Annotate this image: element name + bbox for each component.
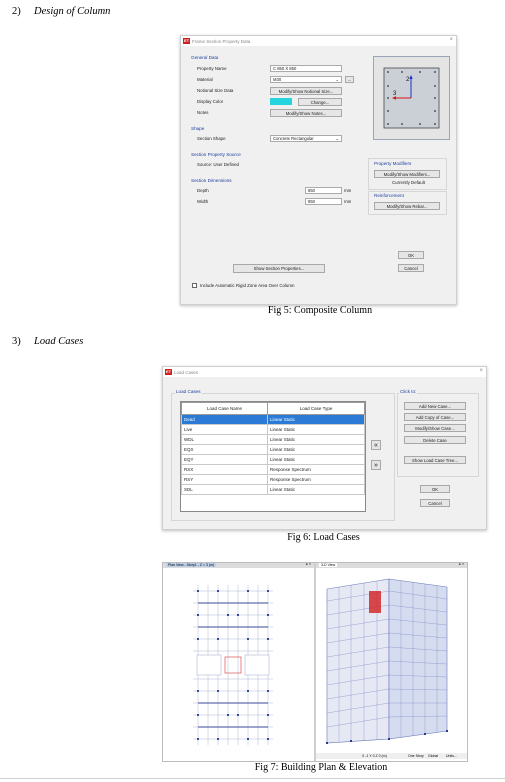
axis-3-label: 3 [393, 91, 397, 97]
dialog-titlebar [163, 367, 486, 377]
reinforcement-title: Reinforcement [374, 193, 404, 198]
material-label: Material [197, 77, 213, 82]
load-cases-group-title: Load Cases [176, 389, 201, 394]
add-copy-case-button[interactable]: Add Copy of Case... [404, 413, 466, 421]
notes-label: Notes [197, 110, 209, 115]
table-row[interactable] [182, 465, 365, 475]
dialog-titlebar [181, 36, 456, 46]
story-status[interactable]: One Story [408, 754, 424, 758]
etabs-logo-icon: ET [165, 369, 172, 374]
depth-label: Depth [197, 188, 209, 193]
3d-view-tabbar [316, 563, 467, 568]
load-case-name: EQY [182, 455, 268, 465]
depth-unit: mm [344, 188, 352, 193]
load-case-name: Dead [182, 415, 268, 425]
fig6-caption: Fig 6: Load Cases [287, 532, 360, 543]
section-property-source-title: Section Property Source [191, 152, 241, 157]
chevron-down-icon: ⌄ [335, 77, 339, 82]
notional-size-label: Notional Size Data [197, 88, 234, 93]
load-cases-dialog [162, 366, 487, 530]
depth-input[interactable]: 850 [305, 187, 342, 194]
column-section-diagram [374, 57, 449, 139]
coordinate-readout: X -1 Y 0 Z 0 (m) [362, 754, 387, 758]
ok-button[interactable]: OK [398, 251, 424, 259]
table-row[interactable] [182, 475, 365, 485]
display-color-swatch[interactable] [270, 98, 292, 105]
section-number: 3) [12, 336, 21, 347]
shape-title: Shape [191, 126, 205, 131]
coordinate-system-status[interactable]: Global [428, 754, 439, 758]
section-preview-panel [373, 56, 450, 140]
load-case-type: Linear Static [268, 415, 365, 425]
material-select[interactable] [270, 76, 342, 83]
ok-button[interactable]: OK [420, 485, 450, 493]
building-views-screenshot [162, 562, 468, 762]
load-case-type: Response Spectrum [268, 465, 365, 475]
chevron-down-icon: ⌄ [335, 136, 339, 141]
delete-case-button[interactable]: Delete Case [404, 436, 466, 444]
3d-view-tab[interactable]: 3-D View [321, 563, 336, 567]
col-load-case-name[interactable]: Load Case Name [182, 403, 268, 415]
table-row[interactable] [182, 455, 365, 465]
width-label: Width [197, 199, 209, 204]
load-cases-table [181, 402, 365, 495]
cancel-button[interactable]: Cancel [420, 499, 450, 507]
section-dimensions-title: Section Dimensions [191, 178, 232, 183]
dialog-title: Load Cases [174, 369, 199, 375]
section-title: Design of Column [34, 6, 111, 17]
move-up-button[interactable]: « [371, 440, 381, 450]
section-shape-value: Concrete Rectangular [273, 136, 314, 141]
notes-button[interactable]: Modify/Show Notes... [270, 109, 342, 117]
property-name-input[interactable]: C 850 X 850 [270, 65, 342, 72]
building-plan-diagram [193, 585, 273, 745]
width-input[interactable]: 850 [305, 198, 342, 205]
cancel-button[interactable]: Cancel [398, 264, 424, 272]
section-shape-label: Section Shape [197, 136, 226, 141]
status-bar [316, 753, 467, 759]
fig7-caption: Fig 7: Building Plan & Elevation [254, 762, 388, 773]
load-case-name: EQX [182, 445, 268, 455]
property-modifiers-title: Property Modifiers [374, 161, 412, 166]
modifiers-status-text: Currently Default [392, 180, 425, 185]
section-heading-load-cases [12, 336, 83, 347]
axis-2-label: 2 [406, 77, 410, 83]
section-heading-design-of-column [12, 6, 110, 17]
property-name-label: Property Name [197, 66, 227, 71]
load-case-name: Live [182, 425, 268, 435]
load-case-name: WDL [182, 435, 268, 445]
modify-rebar-button[interactable]: Modify/Show Rebar... [374, 202, 440, 210]
load-case-name: RSY [182, 475, 268, 485]
click-to-title: Click to: [400, 389, 417, 394]
table-row[interactable] [182, 485, 365, 495]
table-header-row [182, 403, 365, 415]
load-case-name: RSX [182, 465, 268, 475]
page-bottom-rule [0, 778, 505, 779]
table-row[interactable] [182, 425, 365, 435]
close-icon[interactable]: ▸ × [459, 562, 464, 566]
rigid-zone-label: Include Automatic Rigid Zone Area Over Column [200, 283, 295, 288]
show-load-case-tree-button[interactable]: Show Load Case Tree... [404, 456, 466, 464]
close-icon[interactable]: × [479, 368, 483, 374]
dialog-title: Frame Section Property Data [192, 38, 251, 44]
table-row[interactable] [182, 415, 365, 425]
show-section-properties-button[interactable]: Show Section Properties... [233, 264, 325, 273]
section-shape-select[interactable] [270, 135, 342, 142]
load-case-type: Response Spectrum [268, 475, 365, 485]
view-splitter[interactable] [314, 563, 316, 761]
source-text: Source: User Defined [197, 162, 239, 167]
load-case-type: Linear Static [268, 435, 365, 445]
change-color-button[interactable]: Change... [298, 98, 342, 106]
modify-modifiers-button[interactable]: Modify/Show Modifiers... [374, 170, 440, 178]
load-case-name: SDL [182, 485, 268, 495]
load-case-type: Linear Static [268, 445, 365, 455]
add-new-case-button[interactable]: Add New Case... [404, 402, 466, 410]
display-color-label: Display Color [197, 99, 224, 104]
section-number: 2) [12, 6, 21, 17]
load-case-type: Linear Static [268, 455, 365, 465]
units-status[interactable]: Units... [446, 754, 457, 758]
section-title: Load Cases [34, 336, 84, 347]
material-value: M30 [273, 77, 282, 82]
material-more-button[interactable]: ... [345, 76, 354, 83]
table-row[interactable] [182, 435, 365, 445]
frame-section-dialog [180, 35, 457, 305]
load-case-type: Linear Static [268, 485, 365, 495]
etabs-logo-icon: ET [183, 38, 190, 43]
fig5-caption: Fig 5: Composite Column [267, 305, 373, 316]
rigid-zone-checkbox[interactable] [192, 283, 197, 288]
table-row[interactable] [182, 445, 365, 455]
col-load-case-type[interactable]: Load Case Type [268, 403, 365, 415]
move-down-button[interactable]: » [371, 460, 381, 470]
load-cases-table-container [180, 401, 366, 512]
plan-view-tab[interactable]: Plan View - Story1 - Z = 3 (m) [168, 563, 215, 567]
close-icon[interactable]: × [449, 37, 453, 43]
building-3d-elevation-diagram [319, 571, 465, 749]
plan-view-tabbar [163, 563, 314, 568]
load-case-type: Linear Static [268, 425, 365, 435]
width-unit: mm [344, 199, 352, 204]
notional-size-button[interactable]: Modify/Show Notional Size... [270, 87, 342, 95]
close-icon[interactable]: ▸ × [306, 562, 311, 566]
modify-show-case-button[interactable]: Modify/Show Case... [404, 424, 466, 432]
general-data-title: General Data [191, 55, 219, 60]
